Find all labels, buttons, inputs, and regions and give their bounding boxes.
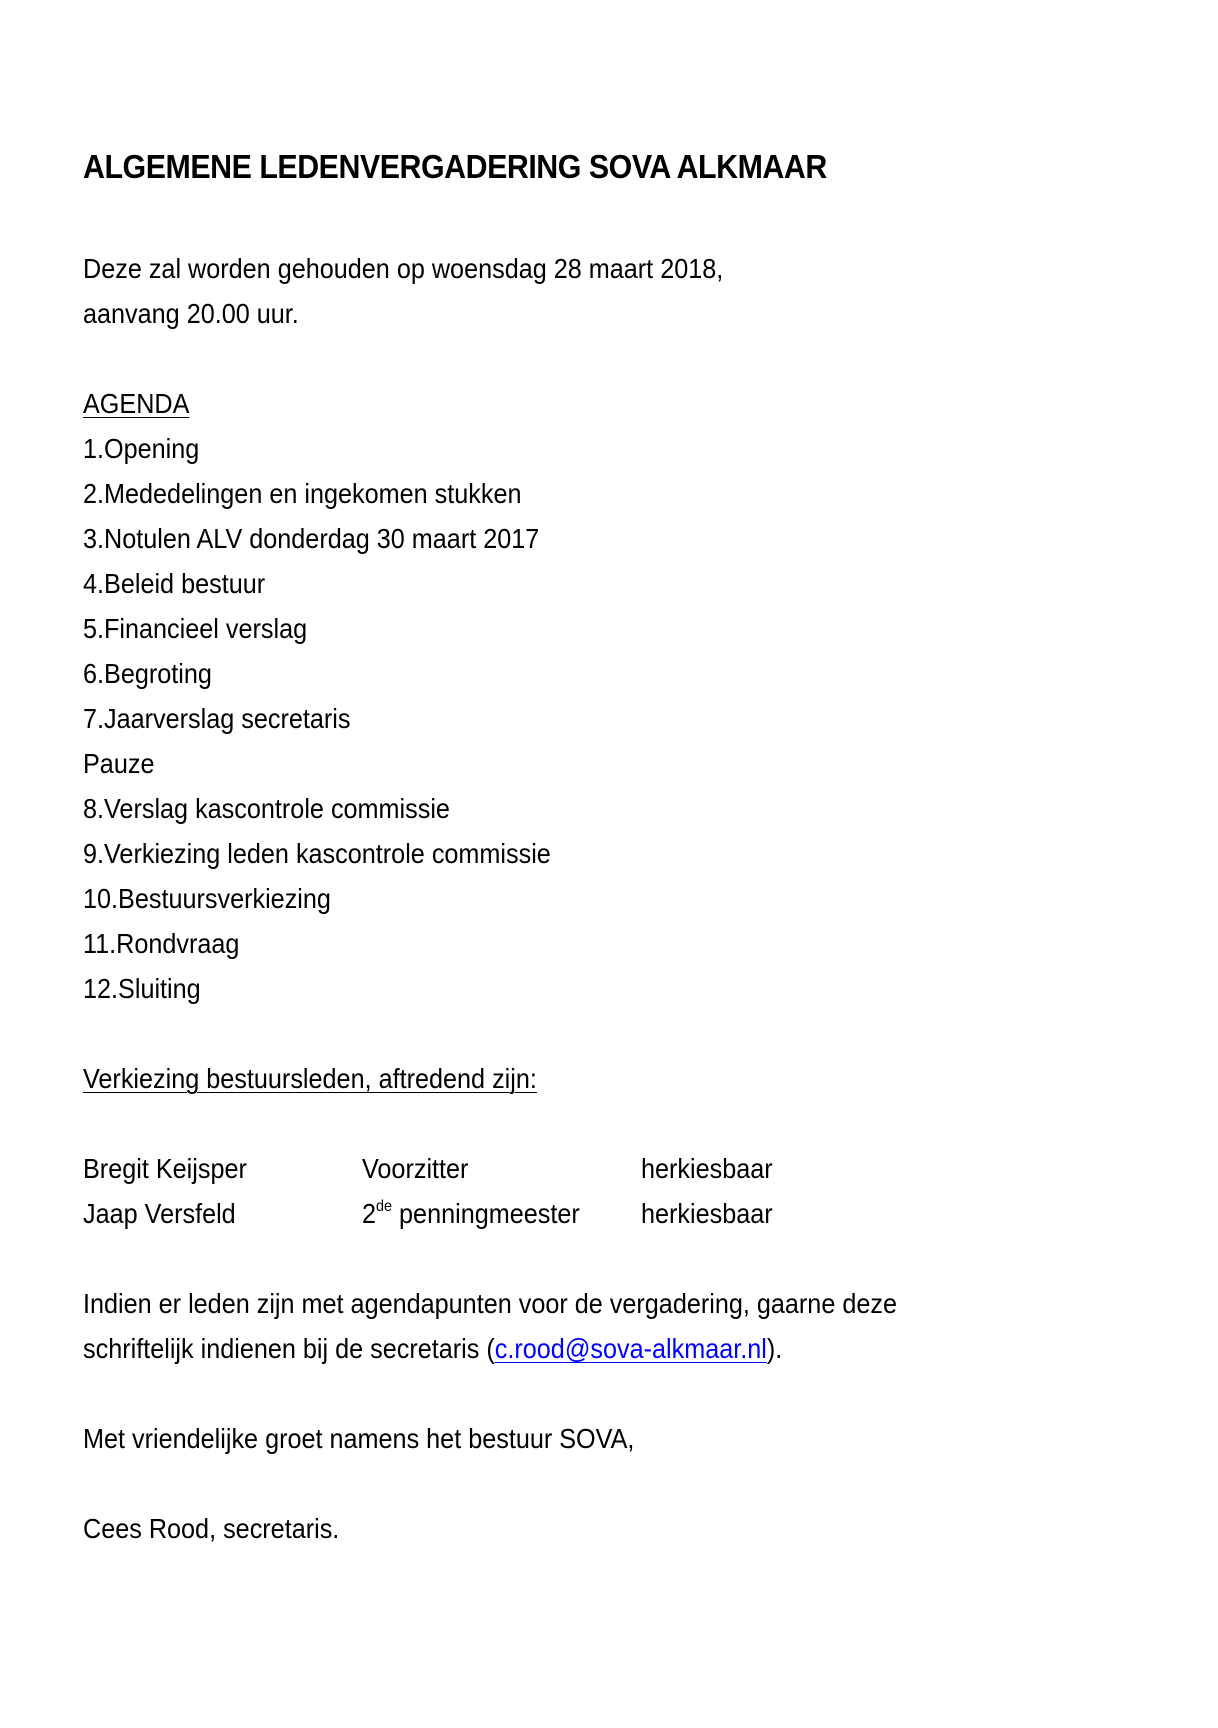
role-ordinal: 2 (362, 1198, 377, 1229)
agenda-item: 2.Mededelingen en ingekomen stukken (83, 478, 522, 509)
candidate-status: herkiesbaar (641, 1153, 773, 1184)
agenda-item: 11.Rondvraag (83, 928, 240, 959)
agenda-item: 7.Jaarverslag secretaris (83, 703, 351, 734)
agenda-heading: AGENDA (83, 388, 190, 419)
intro-line-2: aanvang 20.00 uur. (83, 298, 299, 329)
candidate-role (362, 1197, 580, 1231)
election-heading: Verkiezing bestuursleden, aftredend zijn: (83, 1063, 537, 1094)
agenda-item: 10.Bestuursverkiezing (83, 883, 331, 914)
closing-text: schriftelijk indienen bij de secretaris ( (83, 1333, 495, 1364)
agenda-item: 9.Verkiezing leden kascontrole commissie (83, 838, 551, 869)
secretary-email-link[interactable]: c.rood@sova-alkmaar.nl (494, 1333, 767, 1364)
greeting: Met vriendelijke groet namens het bestuur SOVA, (83, 1423, 635, 1454)
agenda-item: 5.Financieel verslag (83, 613, 308, 644)
agenda-item: 8.Verslag kascontrole commissie (83, 793, 450, 824)
signature: Cees Rood, secretaris. (83, 1513, 340, 1544)
document-title: ALGEMENE LEDENVERGADERING SOVA ALKMAAR (83, 148, 827, 185)
election-row (83, 1197, 983, 1231)
agenda-item: 6.Begroting (83, 658, 212, 689)
candidate-name: Bregit Keijsper (83, 1153, 247, 1184)
agenda-item: 12.Sluiting (83, 973, 201, 1004)
agenda-item: Pauze (83, 748, 155, 779)
agenda-item: 4.Beleid bestuur (83, 568, 266, 599)
election-row (83, 1152, 983, 1186)
candidate-status: herkiesbaar (641, 1198, 773, 1229)
agenda-item: 3.Notulen ALV donderdag 30 maart 2017 (83, 523, 540, 554)
role-ordinal-suffix: de (376, 1198, 393, 1215)
intro-line-1: Deze zal worden gehouden op woensdag 28 maart 2018, (83, 253, 724, 284)
closing-text-end: ). (766, 1333, 783, 1364)
closing-line-2 (83, 1332, 782, 1366)
candidate-role: Voorzitter (362, 1153, 469, 1184)
agenda-item: 1.Opening (83, 433, 200, 464)
role-title: penningmeester (392, 1198, 580, 1229)
candidate-name: Jaap Versfeld (83, 1198, 236, 1229)
closing-line-1: Indien er leden zijn met agendapunten voor de vergadering, gaarne deze (83, 1288, 897, 1319)
